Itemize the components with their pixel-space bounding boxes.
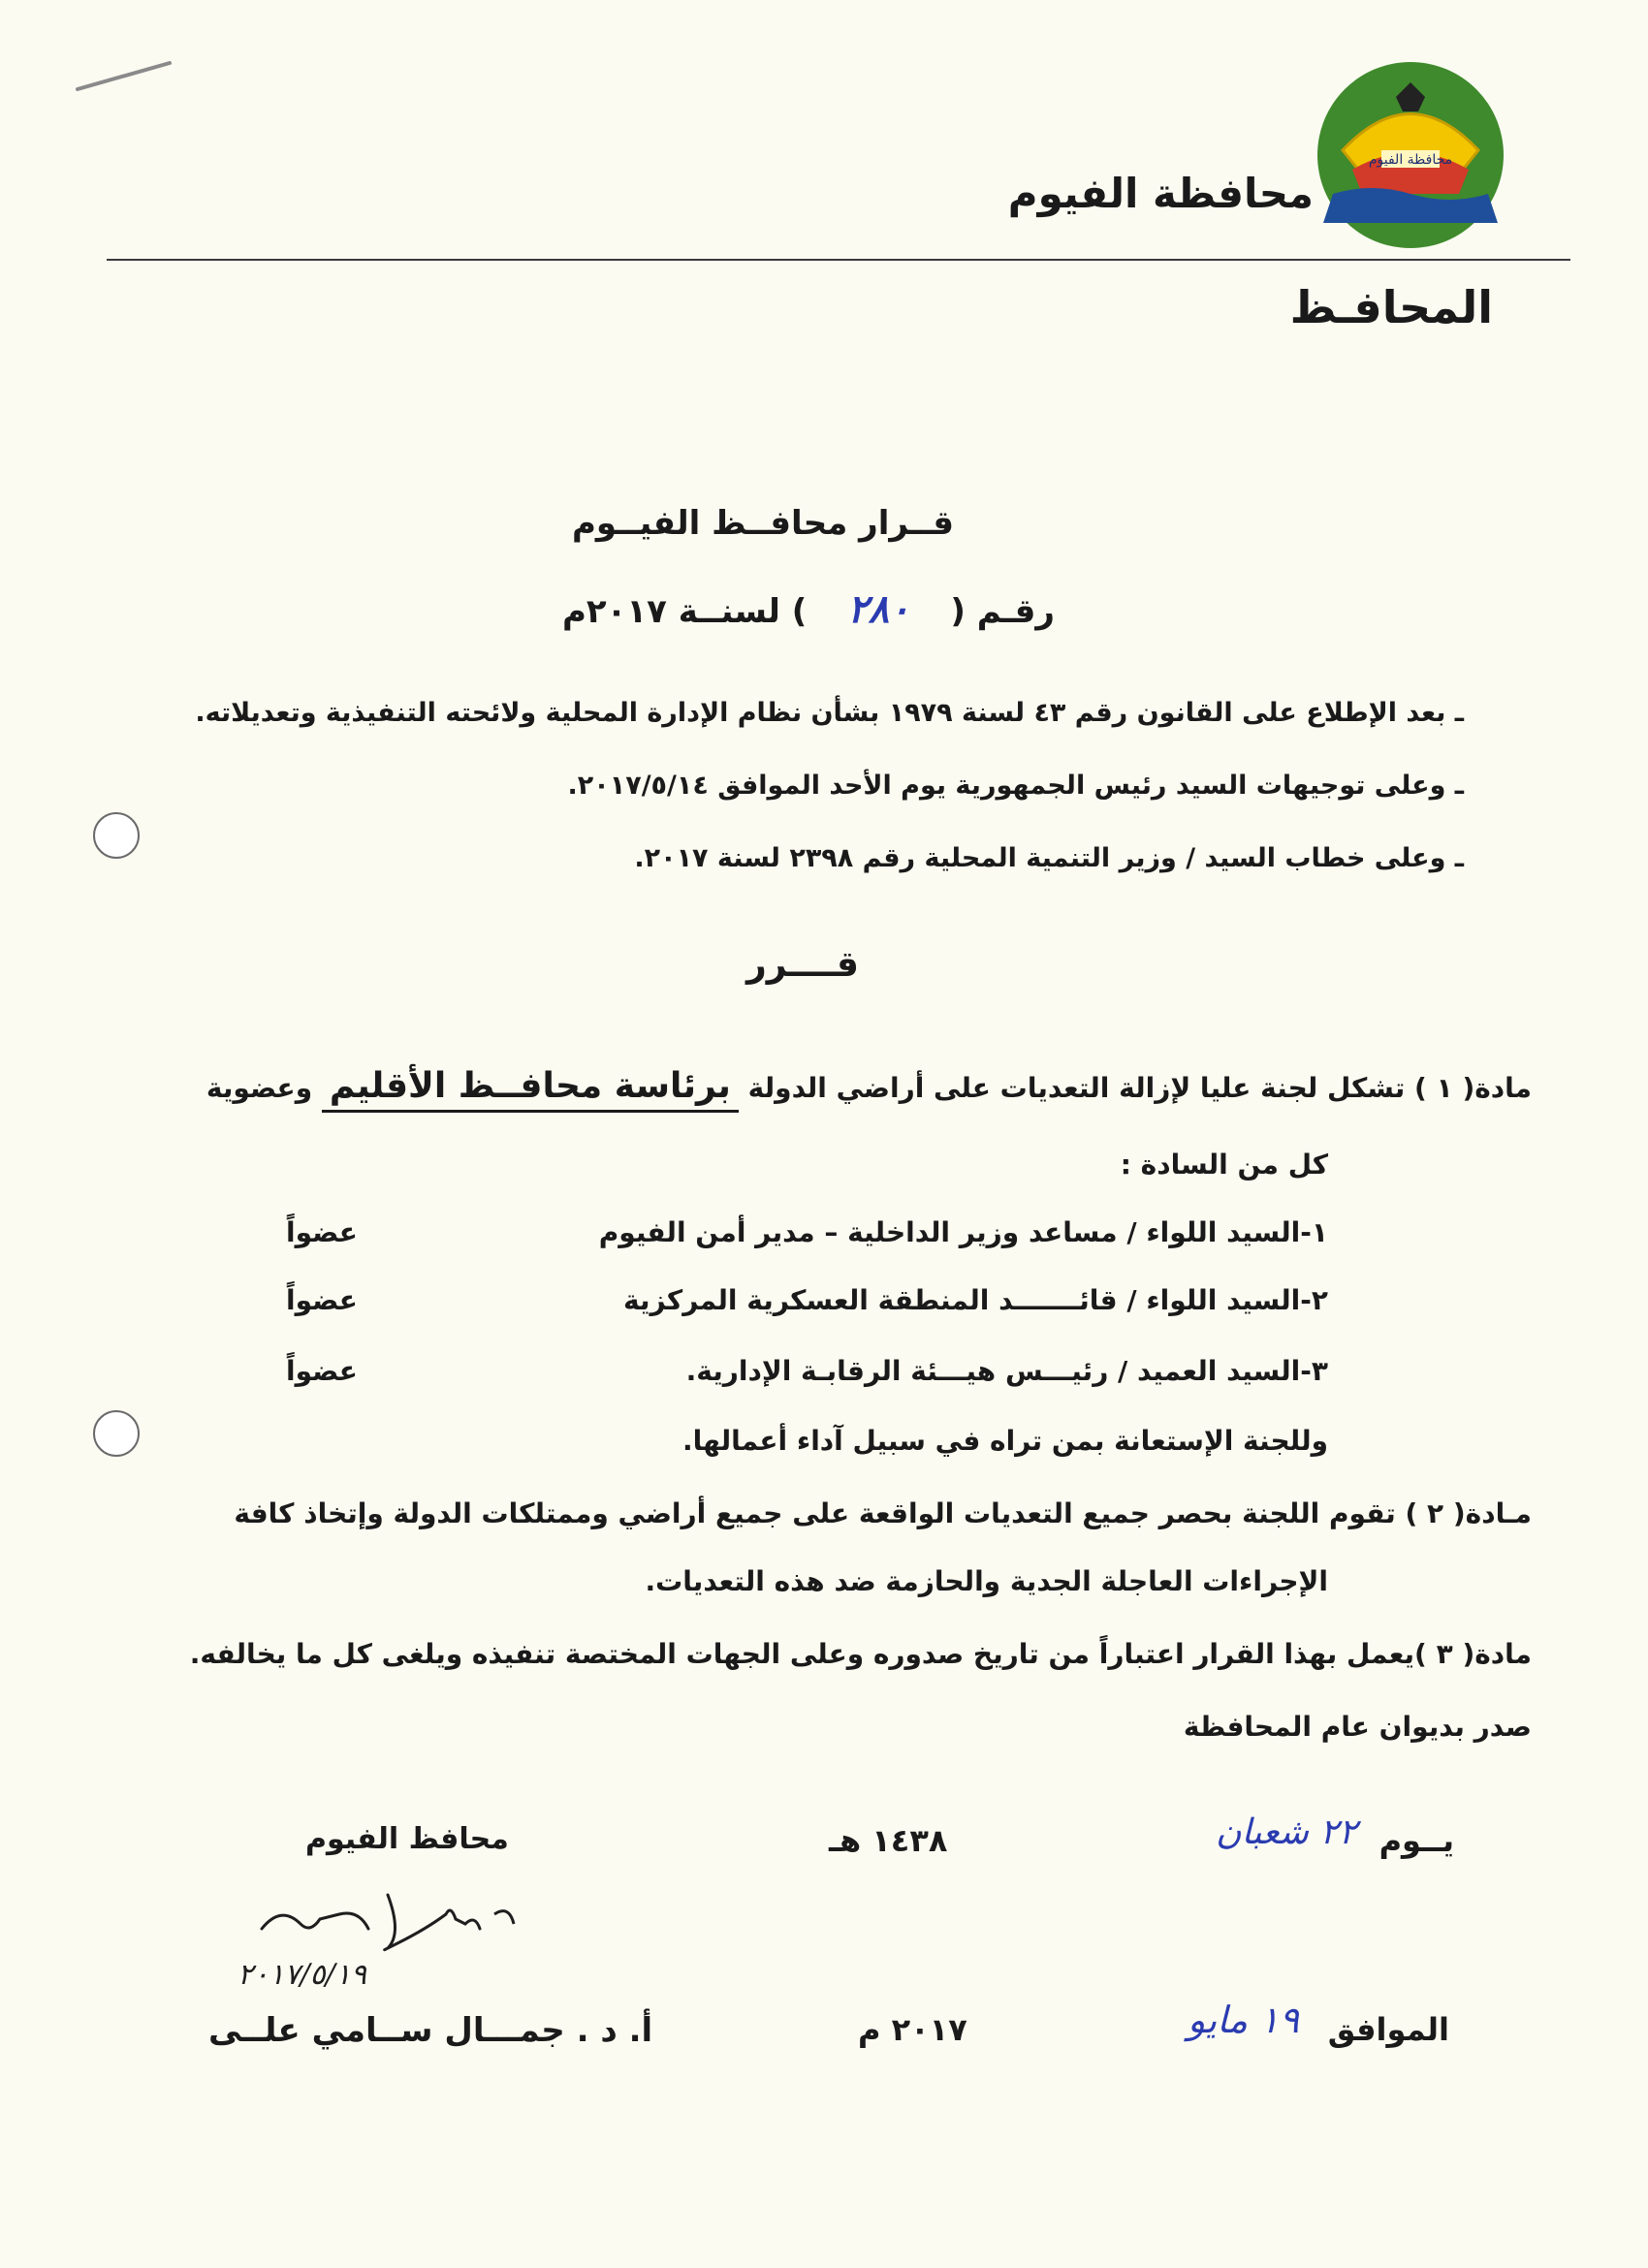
- decree-title: قــرار محافــظ الفيــوم: [572, 504, 955, 543]
- day-label: يــوم: [1379, 1822, 1454, 1859]
- signature-date: ٢٠١٧/٥/١٩: [238, 1958, 367, 1992]
- governor-title: محافظ الفيوم: [305, 1822, 509, 1856]
- decides-heading: قــــرر: [746, 945, 859, 985]
- staple-mark: [73, 58, 179, 101]
- hijri-year: ١٤٣٨ هـ: [829, 1822, 948, 1859]
- member-1-role: عضواً: [286, 1216, 358, 1248]
- corresponding-label: الموافق: [1327, 2011, 1449, 2048]
- preamble-line-3: ـ وعلى خطاب السيد / وزير التنمية المحلية رقم ٢٣٩٨ لسنة ٢٠١٧.: [634, 843, 1464, 873]
- article2-line1: مـادة( ٢ ) تقوم اللجنة بحصر جميع التعديات الواقعة على جميع أراضي وممتلكات الدولة وإتخاذ كافة: [234, 1497, 1532, 1529]
- member-3-name: ٣-السيد العميد / رئيـــس هيـــئة الرقابـة الإدارية.: [685, 1355, 1328, 1387]
- article1-emphasis: برئاسة محافــظ الأقليم: [322, 1066, 739, 1113]
- article1-line1: [206, 1066, 1532, 1106]
- article1-intro: مادة( ١ ) تشكل لجنة عليا لإزالة التعديات على أراضي الدولة: [747, 1072, 1532, 1104]
- punch-hole-top: [93, 812, 140, 859]
- header-divider: [107, 259, 1570, 261]
- greg-handwritten: ١٩ مايو: [1187, 1999, 1299, 2041]
- governor-name: أ. د . جمـــال ســامي علــى: [208, 2011, 653, 2050]
- issued-note: صدر بديوان عام المحافظة: [1183, 1711, 1532, 1743]
- article1-closing: وللجنة الإستعانة بمن تراه في سبيل آداء أعمالها.: [681, 1425, 1328, 1457]
- day-handwritten: ٢٢ شعبان: [1216, 1812, 1357, 1852]
- article1-tail: وعضوية: [206, 1072, 313, 1104]
- member-1-name: ١-السيد اللواء / مساعد وزير الداخلية – مدير أمن الفيوم: [598, 1216, 1328, 1248]
- office-title: المحافـظ: [1289, 281, 1493, 333]
- greg-year: ٢٠١٧ م: [858, 2011, 967, 2048]
- preamble-line-2: ـ وعلى توجيهات السيد رئيس الجمهورية يوم الأحد الموافق ٢٠١٧/٥/١٤.: [567, 771, 1464, 801]
- member-2-role: عضواً: [286, 1284, 358, 1316]
- article2-line2: الإجراءات العاجلة الجدية والحازمة ضد هذه التعديات.: [645, 1565, 1328, 1597]
- member-2-name: ٢-السيد اللواء / قائـــــــد المنطقة العسكرية المركزية: [623, 1284, 1328, 1316]
- decree-number-line: [562, 586, 1055, 632]
- decree-number-prefix: رقـم (: [950, 592, 1055, 631]
- decree-number-handwritten: ٢٨٠: [847, 586, 910, 632]
- article3-line1: مادة( ٣ )يعمل بهذا القرار اعتباراً من تاريخ صدوره وعلى الجهات المختصة تنفيذه ويلغى كل ما يخالفه.: [189, 1638, 1532, 1670]
- member-3-role: عضواً: [286, 1355, 358, 1387]
- article1-line2: كل من السادة :: [1120, 1149, 1328, 1181]
- decree-number-suffix: ) لسنــة ٢٠١٧م: [562, 592, 808, 631]
- governorate-logo: [1314, 58, 1507, 252]
- logo-text: محافظة الفيوم: [1368, 152, 1453, 168]
- governorate-name: محافظة الفيوم: [1007, 170, 1314, 217]
- preamble-line-1: ـ بعد الإطلاع على القانون رقم ٤٣ لسنة ١٩٧٩ بشأن نظام الإدارة المحلية ولائحته التنفيذية وتعديلاته.: [195, 698, 1464, 728]
- punch-hole-bottom: [93, 1410, 140, 1457]
